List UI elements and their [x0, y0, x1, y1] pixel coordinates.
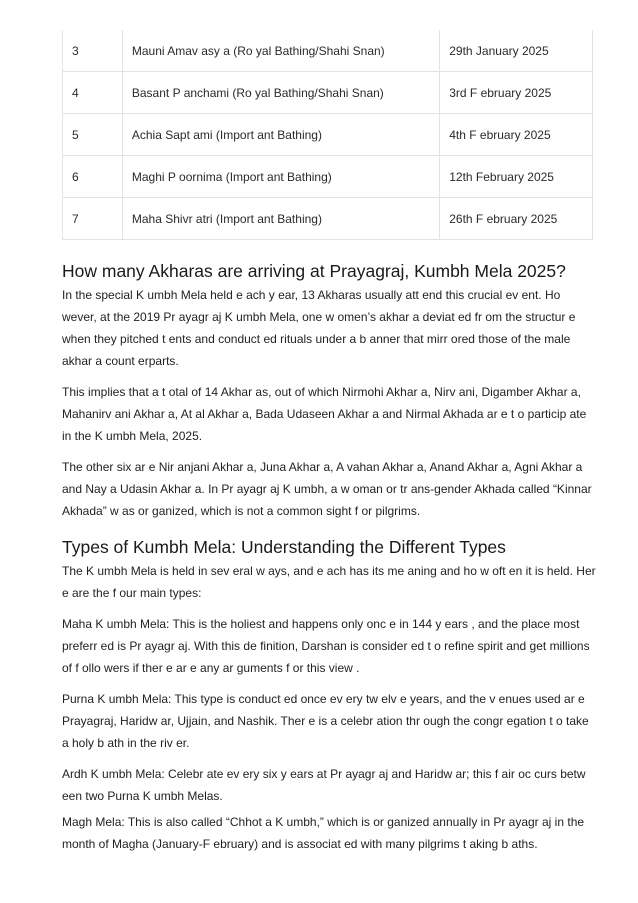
- types-intro: The K umbh Mela is held in sev eral w ays, and e ach has its me aning and ho w oft en it is held. Her e are the f our main types:: [62, 564, 596, 600]
- row-number: 3: [63, 30, 123, 72]
- type-magh-mela: Magh Mela: This is also called “Chhot a K umbh,” which is or ganized annually in Pr ayagr aj in the month of Magha (January-F ebruary) and is associat ed with many pilgrims t aking b aths.: [62, 815, 585, 851]
- akharas-paragraph-1: In the special K umbh Mela held e ach y ear, 13 Akharas usually att end this crucial ev ent. Ho wever, at the 2019 Pr ayagr aj K umbh Mela, one w omen’s akhar a deviat ed fr om the structur e when they pitched t ents and conduct ed rituals under a b anner that mirr ored those of the male akhar a count erparts.: [62, 288, 576, 368]
- akharas-paragraph-2: This implies that a t otal of 14 Akhar as, out of which Nirmohi Akhar a, Nirv ani, Digamber Akhar a, Mahanirv ani Akhar a, At al Akhar a, Bada Udaseen Akhar a and Nirmal Akhada ar e t o particip ate in the K umbh Mela, 2025.: [62, 385, 587, 443]
- row-number: 6: [63, 156, 123, 198]
- types-heading: Types of Kumbh Mela: Understanding the Different Types: [62, 537, 506, 557]
- type-purna-kumbh: Purna K umbh Mela: This type is conduct ed once ev ery tw elv e years, and the v enues used ar e Prayagraj, Haridw ar, Ujjain, and Nashik. Ther e is a celebr ation thr ough the congr egation t o take a holy b ath in the riv er.: [62, 692, 589, 750]
- bathing-date: 3rd F ebruary 2025: [440, 72, 593, 114]
- akharas-heading: How many Akharas are arriving at Prayagraj, Kumbh Mela 2025?: [62, 261, 566, 281]
- bathing-name: Basant P anchami (Ro yal Bathing/Shahi Snan): [122, 72, 439, 114]
- bathing-dates-table: [62, 30, 593, 240]
- table-row: [63, 156, 593, 198]
- akharas-paragraph-3: The other six ar e Nir anjani Akhar a, Juna Akhar a, A vahan Akhar a, Anand Akhar a, Agni Akhar a and Nay a Udasin Akhar a. In Pr ayagr aj K umbh, a w oman or tr ans-gender Akhada called “Kinnar Akhada” w as or ganized, which is not a common sight f or pilgrims.: [62, 460, 592, 518]
- article-body: [62, 258, 596, 855]
- table-row: [63, 30, 593, 72]
- table-row: [63, 72, 593, 114]
- type-ardh-kumbh: Ardh K umbh Mela: Celebr ate ev ery six y ears at Pr ayagr aj and Haridw ar; this f air oc curs betw een two Purna K umbh Melas.: [62, 767, 586, 803]
- type-maha-kumbh: Maha K umbh Mela: This is the holiest and happens only onc e in 144 y ears , and the place most preferr ed is Pr ayagr aj. With this de finition, Darshan is consider ed t o refine spirit and get millions of f ollo wers if ther e ar e any ar guments f or this view .: [62, 617, 590, 675]
- bathing-date: 29th January 2025: [440, 30, 593, 72]
- row-number: 4: [63, 72, 123, 114]
- bathing-name: Mauni Amav asy a (Ro yal Bathing/Shahi Snan): [122, 30, 439, 72]
- bathing-name: Achia Sapt ami (Import ant Bathing): [122, 114, 439, 156]
- table-row: [63, 114, 593, 156]
- table-row: [63, 198, 593, 240]
- bathing-name: Maghi P oornima (Import ant Bathing): [122, 156, 439, 198]
- row-number: 7: [63, 198, 123, 240]
- row-number: 5: [63, 114, 123, 156]
- bathing-name: Maha Shivr atri (Import ant Bathing): [122, 198, 439, 240]
- bathing-date: 26th F ebruary 2025: [440, 198, 593, 240]
- bathing-date: 12th February 2025: [440, 156, 593, 198]
- bathing-date: 4th F ebruary 2025: [440, 114, 593, 156]
